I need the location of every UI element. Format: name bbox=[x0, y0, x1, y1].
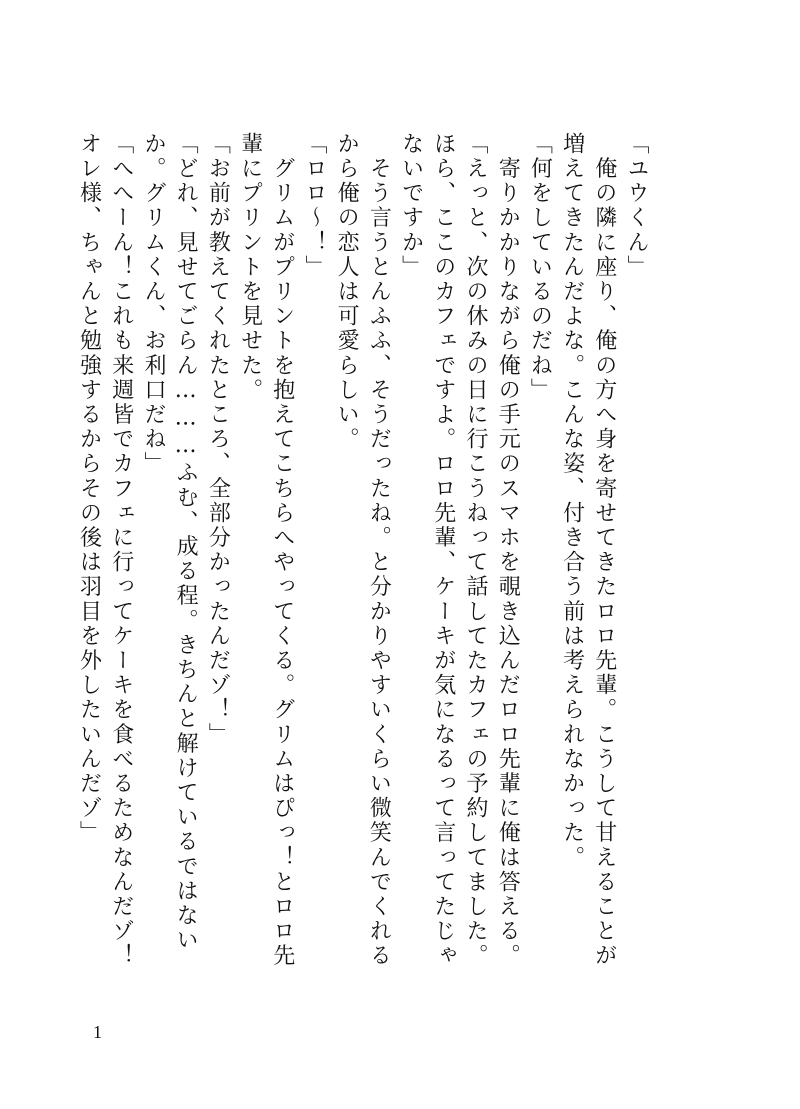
narration-paragraph: グリムがプリントを抱えてこちらへやってくる。グリムはぴっ！とロロ先輩にプリントを見せた。 bbox=[237, 132, 295, 969]
dialogue-line: 「ロロ〜！」 bbox=[301, 132, 327, 280]
dialogue-line: 「ユウくん」 bbox=[624, 132, 649, 280]
dialogue-line: 「へへーん！これも来週皆でカフェに行ってケーキを食べるためなんだゾ！オレ様、ちゃんと勉強するからその後は羽目を外したいんだゾ」 bbox=[76, 132, 134, 969]
dialogue-line: 「どれ、見せてごらん………ふむ、成る程。きちんと解けているではないか。グリムくん、お利口だね」 bbox=[140, 132, 199, 953]
narration-paragraph: 寄りかかりながら俺の手元のスマホを覗き込んだロロ先輩に俺は答える。 bbox=[495, 132, 521, 969]
dialogue-line: 「何をしているのだね」 bbox=[527, 132, 553, 403]
dialogue-line: 「えっと、次の休みの日に行こうねって話してたカフェの予約してました。ほら、ここのカフェですよ。ロロ先輩、ケーキが気になるって言ってたじゃないですか」 bbox=[398, 132, 488, 969]
narration-paragraph: そう言うとんふふ、そうだったね。と分かりやすいくらい微笑んでくれるから俺の恋人は可愛らしい。 bbox=[334, 132, 392, 969]
page-number: 1 bbox=[93, 1022, 102, 1042]
narration-paragraph: 俺の隣に座り、俺の方へ身を寄せてきたロロ先輩。こうして甘えることが増えてきたんだよな。こんな姿、付き合う前は考えられなかった。 bbox=[559, 132, 617, 969]
novel-text-body bbox=[76, 132, 652, 972]
dialogue-line: 「お前が教えてくれたところ、全部分かったんだゾ！」 bbox=[205, 132, 231, 747]
